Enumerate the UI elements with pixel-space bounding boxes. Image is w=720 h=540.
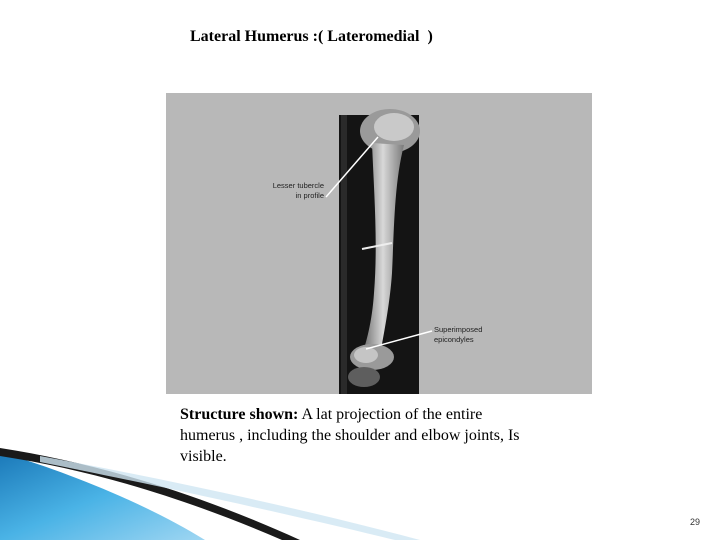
caption-text: A lat projection of the entire humerus , including the shoulder and elbow joints, Is visible. (180, 406, 520, 465)
epicondyles-label: Superimposed epicondyles (434, 325, 483, 344)
humerus-xray-image (166, 93, 592, 394)
page-number: 29 (690, 517, 701, 527)
caption-bold-prefix: Structure shown: (180, 406, 299, 423)
lesser-tubercle-label: Lesser tubercle in profile (272, 181, 324, 200)
xray-figure (166, 93, 592, 394)
caption (180, 404, 540, 467)
slide-title: Lateral Humerus :( Lateromedial ) (190, 28, 433, 45)
